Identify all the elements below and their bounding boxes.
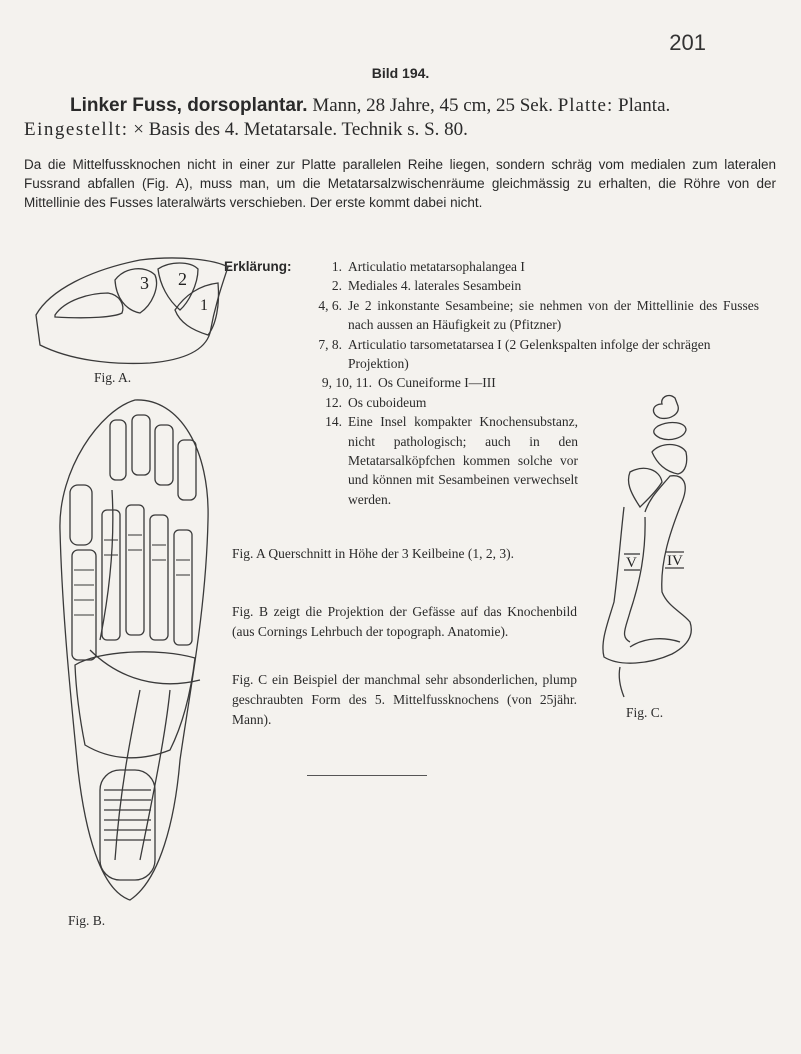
fig-b-toe	[132, 415, 150, 475]
fig-a-bone-3	[115, 269, 157, 313]
fig-c-phalanx-top	[653, 396, 678, 419]
fig-a-number-1: 1	[200, 297, 208, 314]
caption-fig-c: Fig. C ein Beispiel der manchmal sehr absonderlichen, plump geschraubten Form des 5. Mittelfussknochens (von 25jähr. Mann).	[232, 672, 577, 727]
legend-item	[224, 257, 759, 276]
fig-c-base	[630, 639, 680, 647]
legend-heading: Erklärung:	[224, 259, 292, 274]
legend-item-text: Os Cuneiforme I—III	[378, 375, 496, 391]
fig-c-phalanx-mid	[654, 423, 686, 440]
legend-item-text: Os cuboideum	[348, 394, 427, 410]
fig-b-toe	[70, 485, 92, 545]
fig-b-toe	[155, 425, 173, 485]
fig-b-metatarsal	[126, 505, 144, 635]
legend-item-text: Mediales 4. laterales Sesambein	[348, 278, 522, 294]
legend-item-number: 9, 10, 11.	[321, 375, 372, 391]
page-subtitle	[24, 119, 468, 141]
fig-b-foot-outline	[60, 400, 208, 900]
fig-b-label: Fig. B.	[68, 913, 106, 928]
caption-fig-b: Fig. B zeigt die Projektion der Gefässe auf das Knochenbild (aus Cornings Lehrbuch der topograph. Anatomie).	[232, 604, 577, 639]
fig-b-toe	[110, 420, 126, 480]
fig-a-number-2: 2	[178, 269, 187, 289]
legend-item	[224, 373, 759, 392]
fig-a-number-3: 3	[140, 273, 149, 293]
fig-b-vessels	[90, 490, 200, 860]
legend-item-text: Je 2 inkonstante Sesambeine; sie nehmen von der Mittellinie des Fusses nach aussen an Häufigkeit zu (Pfitzner)	[348, 297, 759, 333]
page-number: 201	[669, 30, 706, 55]
fig-b-metatarsal	[102, 510, 120, 640]
title-bold: Linker Fuss, dorsoplantar.	[70, 95, 308, 116]
legend-item	[224, 296, 759, 335]
legend-item-number: 4, 6.	[318, 297, 342, 313]
legend-item-text: Articulatio metatarsophalangea I	[348, 259, 525, 274]
legend-item	[224, 276, 759, 295]
figure-number-label: Bild 194.	[371, 65, 430, 81]
caption-fig-a: Fig. A Querschnitt in Höhe der 3 Keilbeine (1, 2, 3).	[232, 546, 514, 561]
subtitle-rest: × Basis des 4. Metatarsale. Technik s. S. 80.	[128, 119, 468, 140]
fig-b-vessel	[115, 690, 140, 860]
title-planta: Planta.	[613, 95, 671, 116]
title-platte: Platte:	[557, 95, 614, 116]
fig-c-metatarsal-drawing	[590, 392, 710, 702]
fig-c-label: Fig. C.	[626, 705, 664, 720]
legend-item-number: 12.	[325, 394, 342, 410]
fig-b-metatarsals	[72, 505, 192, 660]
fig-a-label: Fig. A.	[94, 370, 132, 385]
fig-b-striations	[74, 535, 190, 615]
fig-c-inner-line	[625, 517, 646, 642]
fig-a-cross-section	[30, 255, 235, 370]
fig-a-bone-cuboid	[55, 293, 123, 318]
fig-c-bone-left	[628, 468, 662, 507]
fig-c-numeral-iv: IV	[667, 553, 683, 569]
legend-item	[224, 335, 759, 374]
fig-b-toe	[178, 440, 196, 500]
fig-c-bone-shaft	[603, 476, 691, 663]
fig-b-foot-skeleton	[40, 390, 220, 910]
title-details: Mann, 28 Jahre, 45 cm, 25 Sek.	[307, 95, 558, 116]
divider-rule	[307, 775, 427, 776]
legend-item-number: 2.	[331, 278, 342, 294]
fig-b-calcaneus-lines	[104, 790, 151, 840]
page-title	[70, 95, 670, 117]
legend-item-text: Articulatio tarsometatarsea I (2 Gelenkspalten infolge der schrägen Projektion)	[348, 336, 711, 372]
fig-b-toes	[70, 415, 196, 545]
fig-c-phalanx-upper	[652, 445, 687, 475]
fig-c-numeral-v: V	[626, 555, 637, 571]
fig-b-metatarsal	[72, 550, 96, 660]
legend-item-number: 1.	[331, 259, 342, 274]
fig-b-metatarsal	[150, 515, 168, 640]
legend-item-number: 14.	[325, 414, 342, 430]
intro-paragraph: Da die Mittelfussknochen nicht in einer zur Platte parallelen Reihe liegen, sondern schräg vom medialen zum lateralen Fussrand abfallen (Fig. A), muss man, um die Metatarsalzwischenräume gleichmässig zu erhalten, die Röhre von der Mittellinie des Fusses lateralwärts verschieben. Der erste kommt dabei nicht.	[24, 157, 776, 210]
fig-c-tail	[619, 667, 624, 697]
fig-b-metatarsal	[174, 530, 192, 645]
fig-b-tarsal-region	[75, 652, 195, 758]
subtitle-eingestellt: Eingestellt:	[24, 119, 129, 140]
legend-item-text: Eine Insel kompakter Knochensubstanz, nicht pathologisch; auch in den Metatarsalköpfchen kommen solche vor und können mit Sesambeinen verwechselt werden.	[348, 414, 578, 507]
legend-item-number: 7, 8.	[318, 336, 342, 352]
